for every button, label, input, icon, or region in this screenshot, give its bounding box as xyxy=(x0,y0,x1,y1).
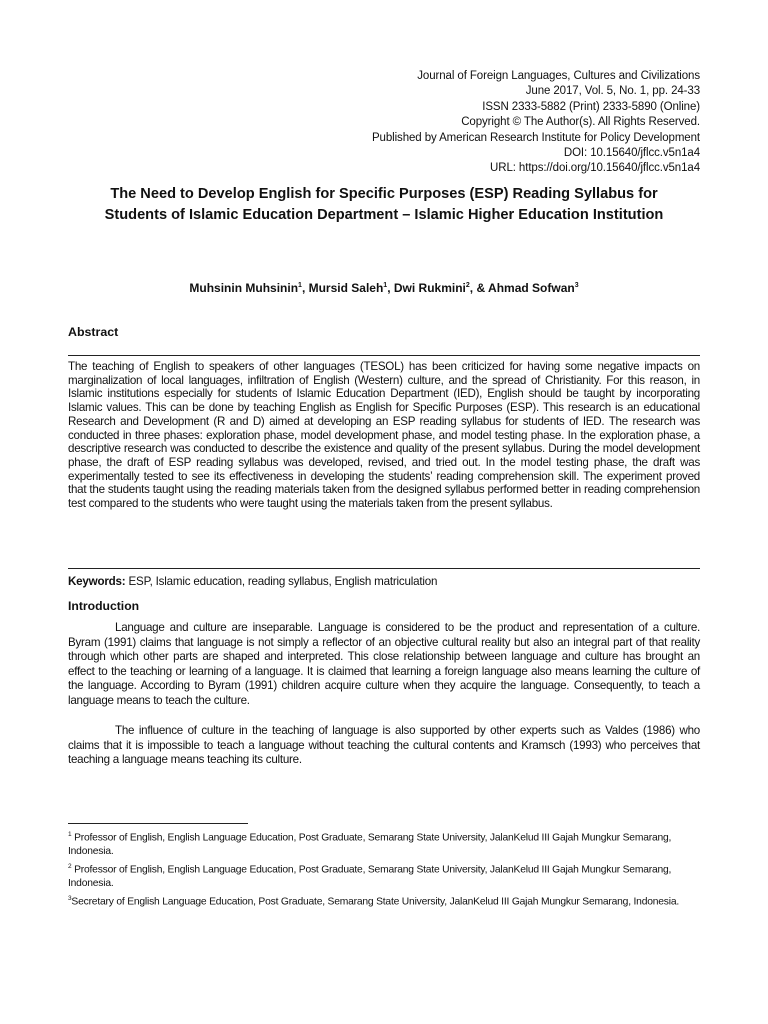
author-separator: , xyxy=(301,281,309,295)
introduction-paragraph-1: Language and culture are inseparable. Language is considered to be the product and representation of a culture. Byram (1991) claims that language is not simply a reflector of an objective cultural reality but also an integral part of that reality through which other parts are shaped and interpreted. This close relationship between language and culture has brought an effect to the teaching or learning of a language. It is claimed that learning a foreign language also means learning the culture of the language. According to Byram (1991) children acquire culture when they acquire the language. Consequently, to teach a language means to teach the culture. xyxy=(68,621,700,707)
footnote-text: Professor of English, English Language Education, Post Graduate, Semarang State University, JalanKelud III Gajah Mungkur Semarang, Indonesia. xyxy=(68,864,672,890)
footnote-separator xyxy=(68,823,248,824)
title-line-1: The Need to Develop English for Specific Purposes (ESP) Reading Syllabus for xyxy=(110,186,658,202)
keywords-label: Keywords: xyxy=(68,575,126,588)
footnote-3 xyxy=(68,892,700,909)
author-name: Muhsinin Muhsinin xyxy=(189,281,299,295)
author-list xyxy=(40,281,728,295)
keywords-line xyxy=(68,575,700,588)
copyright-notice: Copyright © The Author(s). All Rights Reserved. xyxy=(461,116,700,129)
author-affiliation-mark: 1 xyxy=(383,282,388,289)
abstract-heading: Abstract xyxy=(68,325,119,339)
doi-line: DOI: 10.15640/jflcc.v5n1a4 xyxy=(563,147,700,160)
abstract-text: The teaching of English to speakers of other languages (TESOL) has been criticized for having some negative impacts on marginalization of local languages, infiltration of English (Western) culture, and the spread of Christianity. For this reason, in Islamic institutions especially for students of Islamic Education Department (IED), English should be taught by incorporating Islamic values. This can be done by teaching English as English for Specific Purposes (ESP). This research is an educational Research and Development (R and D) aimed at developing an ESP reading syllabus for students of IED. The research was conducted in three phases: exploration phase, model development phase, and model testing phase. In the exploration phase, a descriptive research was conducted to describe the existence and quality of the present syllabus. During the model development phase, the draft of ESP reading syllabus was developed, revised, and tried out. In the model testing phase, the draft was experimentally tested to see its effectiveness in developing the students’ reading comprehension skill. The experiment proved that the students taught using the reading materials taken from the designed syllabus performed better in reading comprehension test compared to the students who were taught using the materials taken from the present syllabus. xyxy=(68,360,700,511)
abstract-bottom-rule xyxy=(68,568,700,569)
introduction-paragraph-2: The influence of culture in the teaching of language is also supported by other experts such as Valdes (1986) who claims that it is impossible to teach a language without teaching the cultural contents and Kramsch (1993) who perceives that teaching a language means teaching its culture. xyxy=(68,724,700,767)
footnote-2 xyxy=(68,860,700,891)
footnote-1 xyxy=(68,828,700,859)
author-name: Mursid Saleh xyxy=(308,281,384,295)
publisher-line: Published by American Research Institute for Policy Development xyxy=(371,131,700,144)
footnote-text: Secretary of English Language Education, Post Graduate, Semarang State University, JalanKelud III Gajah Mungkur Semarang, Indonesia. xyxy=(71,896,680,908)
author-affiliation-mark: 3 xyxy=(574,282,579,289)
footnotes xyxy=(68,828,700,910)
introduction-heading: Introduction xyxy=(68,599,140,613)
abstract-top-rule xyxy=(68,355,700,356)
author-affiliation-mark: 1 xyxy=(298,282,302,289)
journal-issue: June 2017, Vol. 5, No. 1, pp. 24-33 xyxy=(525,85,700,98)
footnote-mark: 1 xyxy=(68,831,72,838)
paper-title xyxy=(40,184,728,226)
author-separator: , & xyxy=(469,281,489,295)
author-affiliation-mark: 2 xyxy=(465,282,470,289)
footnote-text: Professor of English, English Language Education, Post Graduate, Semarang State University, JalanKelud III Gajah Mungkur Semarang, Indonesia. xyxy=(68,832,672,858)
footnote-mark: 2 xyxy=(68,863,72,871)
keywords-text: ESP, Islamic education, reading syllabus, English matriculation xyxy=(125,575,438,588)
title-line-2: Students of Islamic Education Department – Islamic Higher Education Institution xyxy=(104,207,664,223)
author-separator: , xyxy=(387,281,394,295)
journal-header xyxy=(372,69,700,177)
author-name: Dwi Rukmini xyxy=(393,281,466,295)
footnote-mark: 3 xyxy=(68,895,72,903)
journal-issn: ISSN 2333-5882 (Print) 2333-5890 (Online) xyxy=(482,100,700,113)
author-name: Ahmad Sofwan xyxy=(488,281,575,295)
url-line: URL: https://doi.org/10.15640/jflcc.v5n1a4 xyxy=(490,162,700,175)
journal-name: Journal of Foreign Languages, Cultures and Civilizations xyxy=(417,70,700,82)
